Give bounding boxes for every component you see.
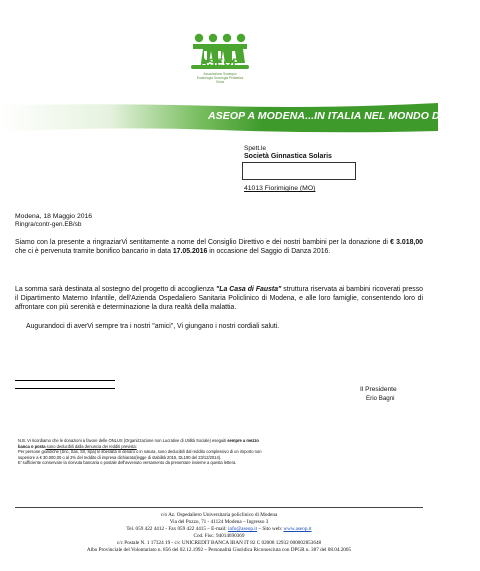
footer-line-2: Via del Pozzo, 71 - 41124 Modena – Ingresso 3 [169,519,269,525]
note-line-5: E' sufficiente conservare la ricevuta bancaria o postale dell'avvenuto versamento da presentare insieme a questa lettera. [18,460,237,466]
aseop-logo-figures [185,6,255,98]
paragraph-destination [15,285,423,312]
email-link[interactable]: info@aseop.it [228,526,258,532]
project-name: "La Casa di Fausta" [215,286,282,293]
p2-text-a: La somma sarà destinata al sostegno del progetto di accoglienza [15,286,216,293]
website-link[interactable]: www.aseop.it [283,526,312,532]
p1-text-c: in occasione del Saggio di Danza 2016. [207,248,331,255]
recipient-name: Società Ginnastica Solaris [244,153,332,160]
recipient-salutation: Spett.le [244,145,267,152]
logo-subtitle-2: Ematologia Oncologia Pediatrica [196,76,244,80]
paragraph-greetings: Augurandoci di averVi sempre tra i nostri "amici", Vi giungano i nostri cordiali saluti. [26,323,280,330]
note-line-1: N.B. Vi ricordiamo che le donazioni a favore delle ONLUS (Organizzazione non Lucrative di Utilità Sociale) eseguiti sempre a mezzo [18,438,259,443]
footer-line-5: c/c Postale N. 1 17324 19 - c/c UNICREDIT BANCA IBAN IT 82 C 02008 12932 000002853648 [116,540,322,546]
recipient-address-box [242,162,356,180]
banner-slogan: ASEOP A MODENA...IN ITALIA NEL MONDO DAL 1988 [208,110,480,122]
logo-name: ASEOP [199,57,240,69]
footer-line-3: Tel. 059 422 4412 - Fax 059 422 4415 – E-mail: info@aseop.it – Sito web: www.aseop.it [126,526,312,532]
president-title: Il Presidente [360,386,397,393]
signature-rule-1 [15,380,115,381]
signature-rule-2 [15,388,115,389]
paragraph-thanks [15,238,423,256]
note-line-3: Per persone giuridiche (Snc, Sas, Srl, Spa) le liberalità in denaro o in natura, sono deducibili dal reddito complessivo di un importo non [18,449,262,455]
recipient-city: 41013 Fiorimigine (MO) [244,185,316,192]
letter-date: Modena, 18 Maggio 2016 [15,213,93,220]
footer-rule [15,507,423,508]
tax-note [18,438,422,466]
donation-date: 17.05.2016 [172,248,208,255]
president-name: Erio Bagni [366,395,395,402]
logo-subtitle-1: Associazione Sostegno [203,72,237,76]
note-line-2: banca o posta sono deducibili dalla denuncia dei redditi prevista: [18,443,137,449]
p2-text-b: struttura riservata ai bambini ricoverati presso il Dipartimento Materno Infantile, dell'Azienda Ospedaliero Sanitaria Policlinico di Modena, e alle loro famiglie, consentendo loro di affrontare con più serenità e determinazione la dura realtà della malattia. [15,286,424,311]
footer-line-6: Albo Provinciale del Volontariato n. 856 del 02.12.1992 – Personalità Giuridica Riconosciuta con DPGR n. 387 del 08.04.2005 [86,547,352,553]
logo-subtitle-3: Onlus [215,80,225,84]
letter-reference: Ringra/contr-gen.EB/sb [15,221,82,228]
footer-line-4: Cod. Fisc. 94014690369 [193,533,245,539]
footer-line-1: c/o Az. Ospedaliero Universitaria policlinico di Modena [160,512,278,518]
note-line-4: superiore a € 30.000,00 o al 2% del reddito di impresa dichiarato(legge di stabilità 2015, DL190 del 23/12/2014). [18,454,222,460]
p1-text-a: Siamo con la presente a ringraziarVi sentitamente a nome del Consiglio Direttivo e dei nostri bambini per la donazione di [15,239,391,246]
donation-amount: € 3.018,00 [390,239,423,246]
p1-text-b: che ci è pervenuta tramite bonifico bancario in data [15,248,173,255]
